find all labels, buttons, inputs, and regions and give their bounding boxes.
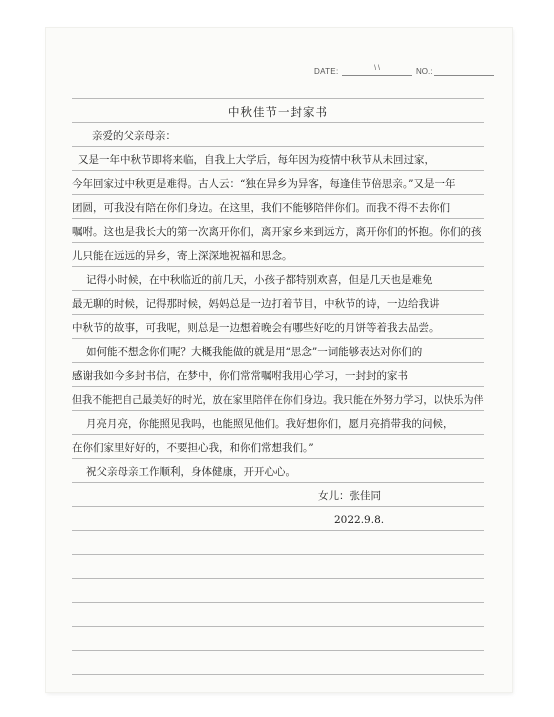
letter-line: 如何能不想念你们呢？大概我能做的就是用“思念”一词能够表达对你们的 [86,346,423,358]
letter-line: 团圆，可我没有陪在你们身边。在这里，我们不能够陪伴你们。而我不得不去你们 [72,202,450,214]
ruled-line [72,290,484,291]
ruled-line [72,386,484,387]
letter-line: 但我不能把自己最美好的时光，放在家里陪伴在你们身边。我只能在外努力学习，以快乐为伴 [72,394,484,406]
ruled-line [72,626,484,627]
ruled-line [72,578,484,579]
ruled-line [72,242,484,243]
letter-line: 感谢我如今多封书信，在梦中，你们常常嘱咐我用心学习，一封封的家书 [72,370,408,382]
ruled-line [72,98,484,99]
letter-signature: 女儿：张佳同 [318,490,381,502]
letter-line: 又是一年中秋节即将来临，自我上大学后，每年因为疫情中秋节从未回过家， [78,154,435,166]
ruled-line [72,458,484,459]
date-label: DATE: [314,67,339,76]
letter-line: 中秋节的故事，可我呢，则总是一边想着晚会有哪些好吃的月饼等着我去品尝。 [72,322,440,334]
ruled-line [72,122,484,123]
ruled-line [72,674,484,675]
ruled-line [72,482,484,483]
number-label: NO.: [416,67,433,76]
ruled-writing-area [72,98,484,678]
letter-line: 儿只能在远远的异乡，寄上深深地祝福和思念。 [72,250,293,262]
letter-line: 最无聊的时候，记得那时候，妈妈总是一边打着节目，中秋节的诗，一边给我讲 [72,298,440,310]
number-value [434,65,494,76]
ruled-line [72,410,484,411]
letter-salutation: 亲爱的父亲母亲： [92,130,176,142]
letter-line: 嘱咐。这也是我长大的第一次离开你们，离开家乡来到远方，离开你们的怀抱。你们的孩 [72,226,482,238]
letter-date: 2022.9.8. [334,514,385,526]
ruled-line [72,434,484,435]
letter-line: 月亮月亮，你能照见我吗，也能照见他们。我好想你们，愿月亮捎带我的问候， [86,418,454,430]
ruled-line [72,650,484,651]
letter-line: 记得小时候，在中秋临近的前几天，小孩子都特别欢喜，但是几天也是难免 [86,274,433,286]
ruled-line [72,170,484,171]
ruled-line [72,362,484,363]
letter-paper [46,28,512,692]
letter-line: 祝父亲母亲工作顺利，身体健康，开开心心。 [86,466,296,478]
ruled-line [72,506,484,507]
date-value: \ \ [342,65,412,76]
ruled-line [72,146,484,147]
ruled-line [72,194,484,195]
ruled-line [72,218,484,219]
letter-title: 中秋佳节一封家书 [228,105,328,119]
letter-line: 今年回家过中秋更是难得。古人云：“独在异乡为异客，每逢佳节倍思亲。”又是一年 [72,178,456,190]
ruled-line [72,554,484,555]
letter-line: 在你们家里好好的，不要担心我，和你们常想我们。” [72,442,314,454]
ruled-line [72,602,484,603]
date-number-header [46,64,512,78]
ruled-line [72,338,484,339]
ruled-line [72,530,484,531]
ruled-line [72,314,484,315]
ruled-line [72,266,484,267]
